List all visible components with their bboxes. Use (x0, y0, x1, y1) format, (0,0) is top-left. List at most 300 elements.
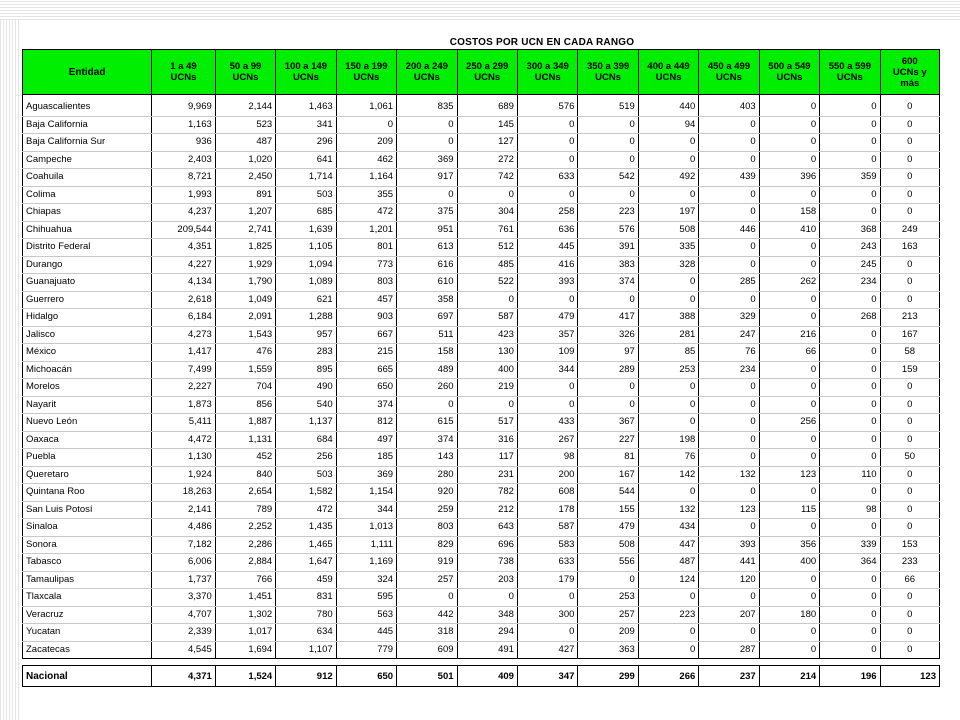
value-cell: 587 (517, 519, 577, 537)
value-cell: 0 (699, 379, 759, 397)
value-cell: 512 (457, 239, 517, 257)
entidad-cell: Sonora (23, 536, 152, 554)
entidad-cell: Puebla (23, 449, 152, 467)
entidad-cell: Veracruz (23, 606, 152, 624)
value-cell: 829 (397, 536, 457, 554)
value-cell: 773 (336, 256, 396, 274)
value-cell: 219 (457, 379, 517, 397)
value-cell: 1,201 (336, 221, 396, 239)
value-cell: 490 (276, 379, 336, 397)
value-cell: 0 (578, 134, 638, 152)
table-row (23, 431, 940, 449)
value-cell: 262 (759, 274, 819, 292)
value-cell: 2,339 (152, 624, 216, 642)
header-text: UCNs (595, 72, 622, 83)
value-cell: 396 (759, 169, 819, 187)
value-cell: 0 (880, 484, 939, 502)
value-cell: 1,639 (276, 221, 336, 239)
value-cell: 583 (517, 536, 577, 554)
value-cell: 452 (215, 449, 275, 467)
header-range-10 (699, 50, 759, 95)
value-cell: 1,089 (276, 274, 336, 292)
table-row (23, 186, 940, 204)
table-row (23, 274, 940, 292)
value-cell: 4,134 (152, 274, 216, 292)
value-cell: 803 (397, 519, 457, 537)
table-row (23, 221, 940, 239)
value-cell: 697 (397, 309, 457, 327)
value-cell: 556 (578, 554, 638, 572)
value-cell: 0 (517, 589, 577, 607)
value-cell: 689 (457, 99, 517, 116)
value-cell: 0 (457, 589, 517, 607)
value-cell: 1,463 (276, 99, 336, 116)
value-cell: 0 (880, 519, 939, 537)
value-cell: 440 (638, 99, 698, 116)
table-row (23, 501, 940, 519)
value-cell: 132 (699, 466, 759, 484)
value-cell: 253 (638, 361, 698, 379)
entidad-cell: Baja California Sur (23, 134, 152, 152)
value-cell: 142 (638, 466, 698, 484)
value-cell: 2,884 (215, 554, 275, 572)
value-cell: 304 (457, 204, 517, 222)
value-cell: 167 (880, 326, 939, 344)
value-cell: 423 (457, 326, 517, 344)
table-row (23, 554, 940, 572)
header-text: UCNs (776, 72, 803, 83)
value-cell: 223 (578, 204, 638, 222)
table-row (23, 466, 940, 484)
value-cell: 2,252 (215, 519, 275, 537)
value-cell: 2,654 (215, 484, 275, 502)
value-cell: 0 (578, 151, 638, 169)
value-cell: 110 (820, 466, 880, 484)
value-cell: 357 (517, 326, 577, 344)
value-cell: 66 (759, 344, 819, 362)
value-cell: 0 (820, 379, 880, 397)
table-row (23, 449, 940, 467)
value-cell: 0 (638, 274, 698, 292)
value-cell: 1,694 (215, 641, 275, 659)
value-cell: 641 (276, 151, 336, 169)
value-cell: 287 (699, 641, 759, 659)
value-cell: 159 (880, 361, 939, 379)
value-cell: 231 (457, 466, 517, 484)
value-cell: 0 (638, 134, 698, 152)
value-cell: 544 (578, 484, 638, 502)
value-cell: 98 (820, 501, 880, 519)
value-cell: 344 (517, 361, 577, 379)
value-cell: 326 (578, 326, 638, 344)
value-cell: 223 (638, 606, 698, 624)
value-cell: 117 (457, 449, 517, 467)
value-cell: 0 (699, 449, 759, 467)
value-cell: 0 (759, 449, 819, 467)
value-cell: 0 (820, 361, 880, 379)
value-cell: 587 (457, 309, 517, 327)
value-cell: 203 (457, 571, 517, 589)
value-cell: 665 (336, 361, 396, 379)
value-cell: 1,107 (276, 641, 336, 659)
table-row (23, 536, 940, 554)
value-cell: 780 (276, 606, 336, 624)
value-cell: 479 (517, 309, 577, 327)
value-cell: 0 (820, 571, 880, 589)
entidad-cell: San Luis Potosí (23, 501, 152, 519)
value-cell: 0 (880, 431, 939, 449)
value-cell: 0 (578, 396, 638, 414)
value-cell: 479 (578, 519, 638, 537)
header-entidad (23, 50, 152, 95)
value-cell: 1,049 (215, 291, 275, 309)
value-cell: 132 (638, 501, 698, 519)
table-row (23, 204, 940, 222)
value-cell: 0 (820, 116, 880, 134)
value-cell: 0 (759, 99, 819, 116)
value-cell: 801 (336, 239, 396, 257)
value-cell: 358 (397, 291, 457, 309)
value-cell: 447 (638, 536, 698, 554)
value-cell: 517 (457, 414, 517, 432)
value-cell: 1,131 (215, 431, 275, 449)
value-cell: 324 (336, 571, 396, 589)
value-cell: 280 (397, 466, 457, 484)
value-cell: 0 (699, 151, 759, 169)
entidad-cell: Tabasco (23, 554, 152, 572)
value-cell: 1,017 (215, 624, 275, 642)
value-cell: 0 (638, 624, 698, 642)
table-row (23, 309, 940, 327)
value-cell: 0 (880, 186, 939, 204)
table-row (23, 414, 940, 432)
value-cell: 936 (152, 134, 216, 152)
value-cell: 613 (397, 239, 457, 257)
table-row (23, 379, 940, 397)
table-row (23, 239, 940, 257)
value-cell: 5,411 (152, 414, 216, 432)
value-cell: 9,969 (152, 99, 216, 116)
value-cell: 198 (638, 431, 698, 449)
header-row (23, 50, 940, 95)
value-cell: 595 (336, 589, 396, 607)
value-cell: 243 (820, 239, 880, 257)
header-range-6 (457, 50, 517, 95)
entidad-cell: Guerrero (23, 291, 152, 309)
table-row (23, 361, 940, 379)
header-text: UCNs (534, 72, 561, 83)
value-cell: 633 (517, 554, 577, 572)
value-cell: 339 (820, 536, 880, 554)
value-cell: 0 (820, 449, 880, 467)
value-cell: 492 (638, 169, 698, 187)
value-cell: 0 (880, 641, 939, 659)
header-text: UCNs (413, 72, 440, 83)
header-text: 150 a 199 (345, 61, 388, 72)
header-text: 450 a 499 (707, 61, 751, 72)
value-cell: 0 (820, 606, 880, 624)
entidad-cell: Quintana Roo (23, 484, 152, 502)
value-cell: 0 (820, 414, 880, 432)
value-cell: 0 (699, 256, 759, 274)
value-cell: 227 (578, 431, 638, 449)
value-cell: 1,105 (276, 239, 336, 257)
value-cell: 316 (457, 431, 517, 449)
value-cell: 1,417 (152, 344, 216, 362)
value-cell: 2,618 (152, 291, 216, 309)
value-cell: 0 (578, 116, 638, 134)
entidad-cell: Queretaro (23, 466, 152, 484)
value-cell: 0 (638, 414, 698, 432)
value-cell: 6,184 (152, 309, 216, 327)
value-cell: 0 (517, 186, 577, 204)
value-cell: 167 (578, 466, 638, 484)
value-cell: 0 (759, 519, 819, 537)
value-cell: 1,061 (336, 99, 396, 116)
value-cell: 951 (397, 221, 457, 239)
value-cell: 840 (215, 466, 275, 484)
value-cell: 685 (276, 204, 336, 222)
value-cell: 400 (759, 554, 819, 572)
table-row (23, 344, 940, 362)
header-text: 50 a 99 (229, 61, 262, 72)
value-cell: 0 (638, 396, 698, 414)
value-cell: 212 (457, 501, 517, 519)
table-row (23, 99, 940, 116)
value-cell: 0 (880, 589, 939, 607)
value-cell: 0 (578, 186, 638, 204)
header-text: UCNs (232, 72, 259, 83)
value-cell: 1,020 (215, 151, 275, 169)
value-cell: 257 (397, 571, 457, 589)
value-cell: 0 (397, 116, 457, 134)
value-cell: 0 (638, 589, 698, 607)
value-cell: 0 (699, 431, 759, 449)
value-cell: 576 (517, 99, 577, 116)
table-row (23, 484, 940, 502)
table-title: COSTOS POR UCN EN CADA RANGO (449, 37, 635, 48)
value-cell: 410 (759, 221, 819, 239)
value-cell: 782 (457, 484, 517, 502)
value-cell: 0 (638, 291, 698, 309)
value-cell: 0 (759, 239, 819, 257)
value-cell: 267 (517, 431, 577, 449)
value-cell: 0 (820, 484, 880, 502)
total-value: 347 (517, 666, 577, 687)
value-cell: 0 (880, 256, 939, 274)
value-cell: 803 (336, 274, 396, 292)
value-cell: 50 (880, 449, 939, 467)
entidad-cell: Guanajuato (23, 274, 152, 292)
value-cell: 1,013 (336, 519, 396, 537)
value-cell: 0 (880, 274, 939, 292)
value-cell: 4,273 (152, 326, 216, 344)
table-row (23, 589, 940, 607)
value-cell: 0 (759, 256, 819, 274)
header-text: 550 a 599 (828, 61, 871, 72)
value-cell: 1,164 (336, 169, 396, 187)
value-cell: 76 (699, 344, 759, 362)
value-cell: 329 (699, 309, 759, 327)
value-cell: 0 (759, 134, 819, 152)
value-cell: 0 (699, 134, 759, 152)
value-cell: 416 (517, 256, 577, 274)
value-cell: 215 (336, 344, 396, 362)
value-cell: 442 (397, 606, 457, 624)
value-cell: 209 (336, 134, 396, 152)
total-value: 4,371 (152, 666, 216, 687)
value-cell: 318 (397, 624, 457, 642)
value-cell: 0 (880, 396, 939, 414)
value-cell: 158 (397, 344, 457, 362)
spreadsheet (22, 36, 940, 687)
value-cell: 209 (578, 624, 638, 642)
table-row (23, 151, 940, 169)
value-cell: 374 (336, 396, 396, 414)
value-cell: 289 (578, 361, 638, 379)
value-cell: 158 (759, 204, 819, 222)
value-cell: 523 (215, 116, 275, 134)
value-cell: 18,263 (152, 484, 216, 502)
header-text: 100 a 149 (284, 61, 328, 72)
entidad-cell: Baja California (23, 116, 152, 134)
value-cell: 491 (457, 641, 517, 659)
value-cell: 0 (820, 204, 880, 222)
data-rows (23, 99, 940, 659)
header-range-12 (820, 50, 880, 95)
value-cell: 81 (578, 449, 638, 467)
value-cell: 462 (336, 151, 396, 169)
value-cell: 0 (397, 186, 457, 204)
value-cell: 2,286 (215, 536, 275, 554)
value-cell: 0 (880, 204, 939, 222)
value-cell: 1,154 (336, 484, 396, 502)
value-cell: 7,182 (152, 536, 216, 554)
value-cell: 0 (880, 169, 939, 187)
value-cell: 789 (215, 501, 275, 519)
value-cell: 2,091 (215, 309, 275, 327)
value-cell: 445 (336, 624, 396, 642)
header-range-5 (397, 50, 457, 95)
value-cell: 433 (517, 414, 577, 432)
value-cell: 260 (397, 379, 457, 397)
value-cell: 216 (759, 326, 819, 344)
value-cell: 0 (699, 519, 759, 537)
total-row (23, 666, 940, 687)
value-cell: 0 (880, 291, 939, 309)
value-cell: 0 (880, 99, 939, 116)
value-cell: 831 (276, 589, 336, 607)
entidad-cell: México (23, 344, 152, 362)
value-cell: 417 (578, 309, 638, 327)
value-cell: 2,403 (152, 151, 216, 169)
value-cell: 94 (638, 116, 698, 134)
value-cell: 58 (880, 344, 939, 362)
table-row (23, 326, 940, 344)
value-cell: 0 (699, 116, 759, 134)
total-value: 214 (759, 666, 819, 687)
value-cell: 0 (638, 151, 698, 169)
value-cell: 369 (397, 151, 457, 169)
total-value: 409 (457, 666, 517, 687)
value-cell: 0 (820, 624, 880, 642)
header-text: 250 a 299 (466, 61, 509, 72)
value-cell: 434 (638, 519, 698, 537)
table-row (23, 624, 940, 642)
value-cell: 213 (880, 309, 939, 327)
value-cell: 8,721 (152, 169, 216, 187)
value-cell: 0 (638, 186, 698, 204)
value-cell: 0 (699, 484, 759, 502)
table-row (23, 169, 940, 187)
value-cell: 2,741 (215, 221, 275, 239)
value-cell: 812 (336, 414, 396, 432)
table-row (23, 396, 940, 414)
value-cell: 155 (578, 501, 638, 519)
value-cell: 296 (276, 134, 336, 152)
value-cell: 0 (759, 151, 819, 169)
entidad-cell: Sinaloa (23, 519, 152, 537)
header-text: Entidad (68, 66, 106, 78)
value-cell: 2,450 (215, 169, 275, 187)
value-cell: 259 (397, 501, 457, 519)
value-cell: 4,227 (152, 256, 216, 274)
value-cell: 779 (336, 641, 396, 659)
header-range-4 (336, 50, 396, 95)
value-cell: 348 (457, 606, 517, 624)
value-cell: 0 (820, 291, 880, 309)
value-cell: 634 (276, 624, 336, 642)
value-cell: 374 (578, 274, 638, 292)
value-cell: 0 (517, 379, 577, 397)
value-cell: 738 (457, 554, 517, 572)
value-cell: 497 (336, 431, 396, 449)
value-cell: 328 (638, 256, 698, 274)
value-cell: 0 (699, 589, 759, 607)
value-cell: 393 (699, 536, 759, 554)
header-text: 1 a 49 (170, 61, 197, 72)
table-row (23, 519, 940, 537)
value-cell: 283 (276, 344, 336, 362)
value-cell: 0 (517, 134, 577, 152)
total-label: Nacional (23, 666, 152, 687)
value-cell: 0 (759, 291, 819, 309)
value-cell: 446 (699, 221, 759, 239)
value-cell: 472 (276, 501, 336, 519)
value-cell: 234 (820, 274, 880, 292)
value-cell: 0 (759, 589, 819, 607)
value-cell: 503 (276, 186, 336, 204)
value-cell: 0 (880, 606, 939, 624)
value-cell: 766 (215, 571, 275, 589)
value-cell: 185 (336, 449, 396, 467)
value-cell: 472 (336, 204, 396, 222)
entidad-cell: Michoacán (23, 361, 152, 379)
value-cell: 684 (276, 431, 336, 449)
header-text: 600 (901, 55, 918, 67)
total-value: 299 (578, 666, 638, 687)
value-cell: 363 (578, 641, 638, 659)
value-cell: 285 (699, 274, 759, 292)
value-cell: 1,647 (276, 554, 336, 572)
value-cell: 917 (397, 169, 457, 187)
value-cell: 891 (215, 186, 275, 204)
value-cell: 123 (759, 466, 819, 484)
value-cell: 368 (820, 221, 880, 239)
value-cell: 4,545 (152, 641, 216, 659)
value-cell: 257 (578, 606, 638, 624)
header-text: 400 a 449 (647, 61, 690, 72)
